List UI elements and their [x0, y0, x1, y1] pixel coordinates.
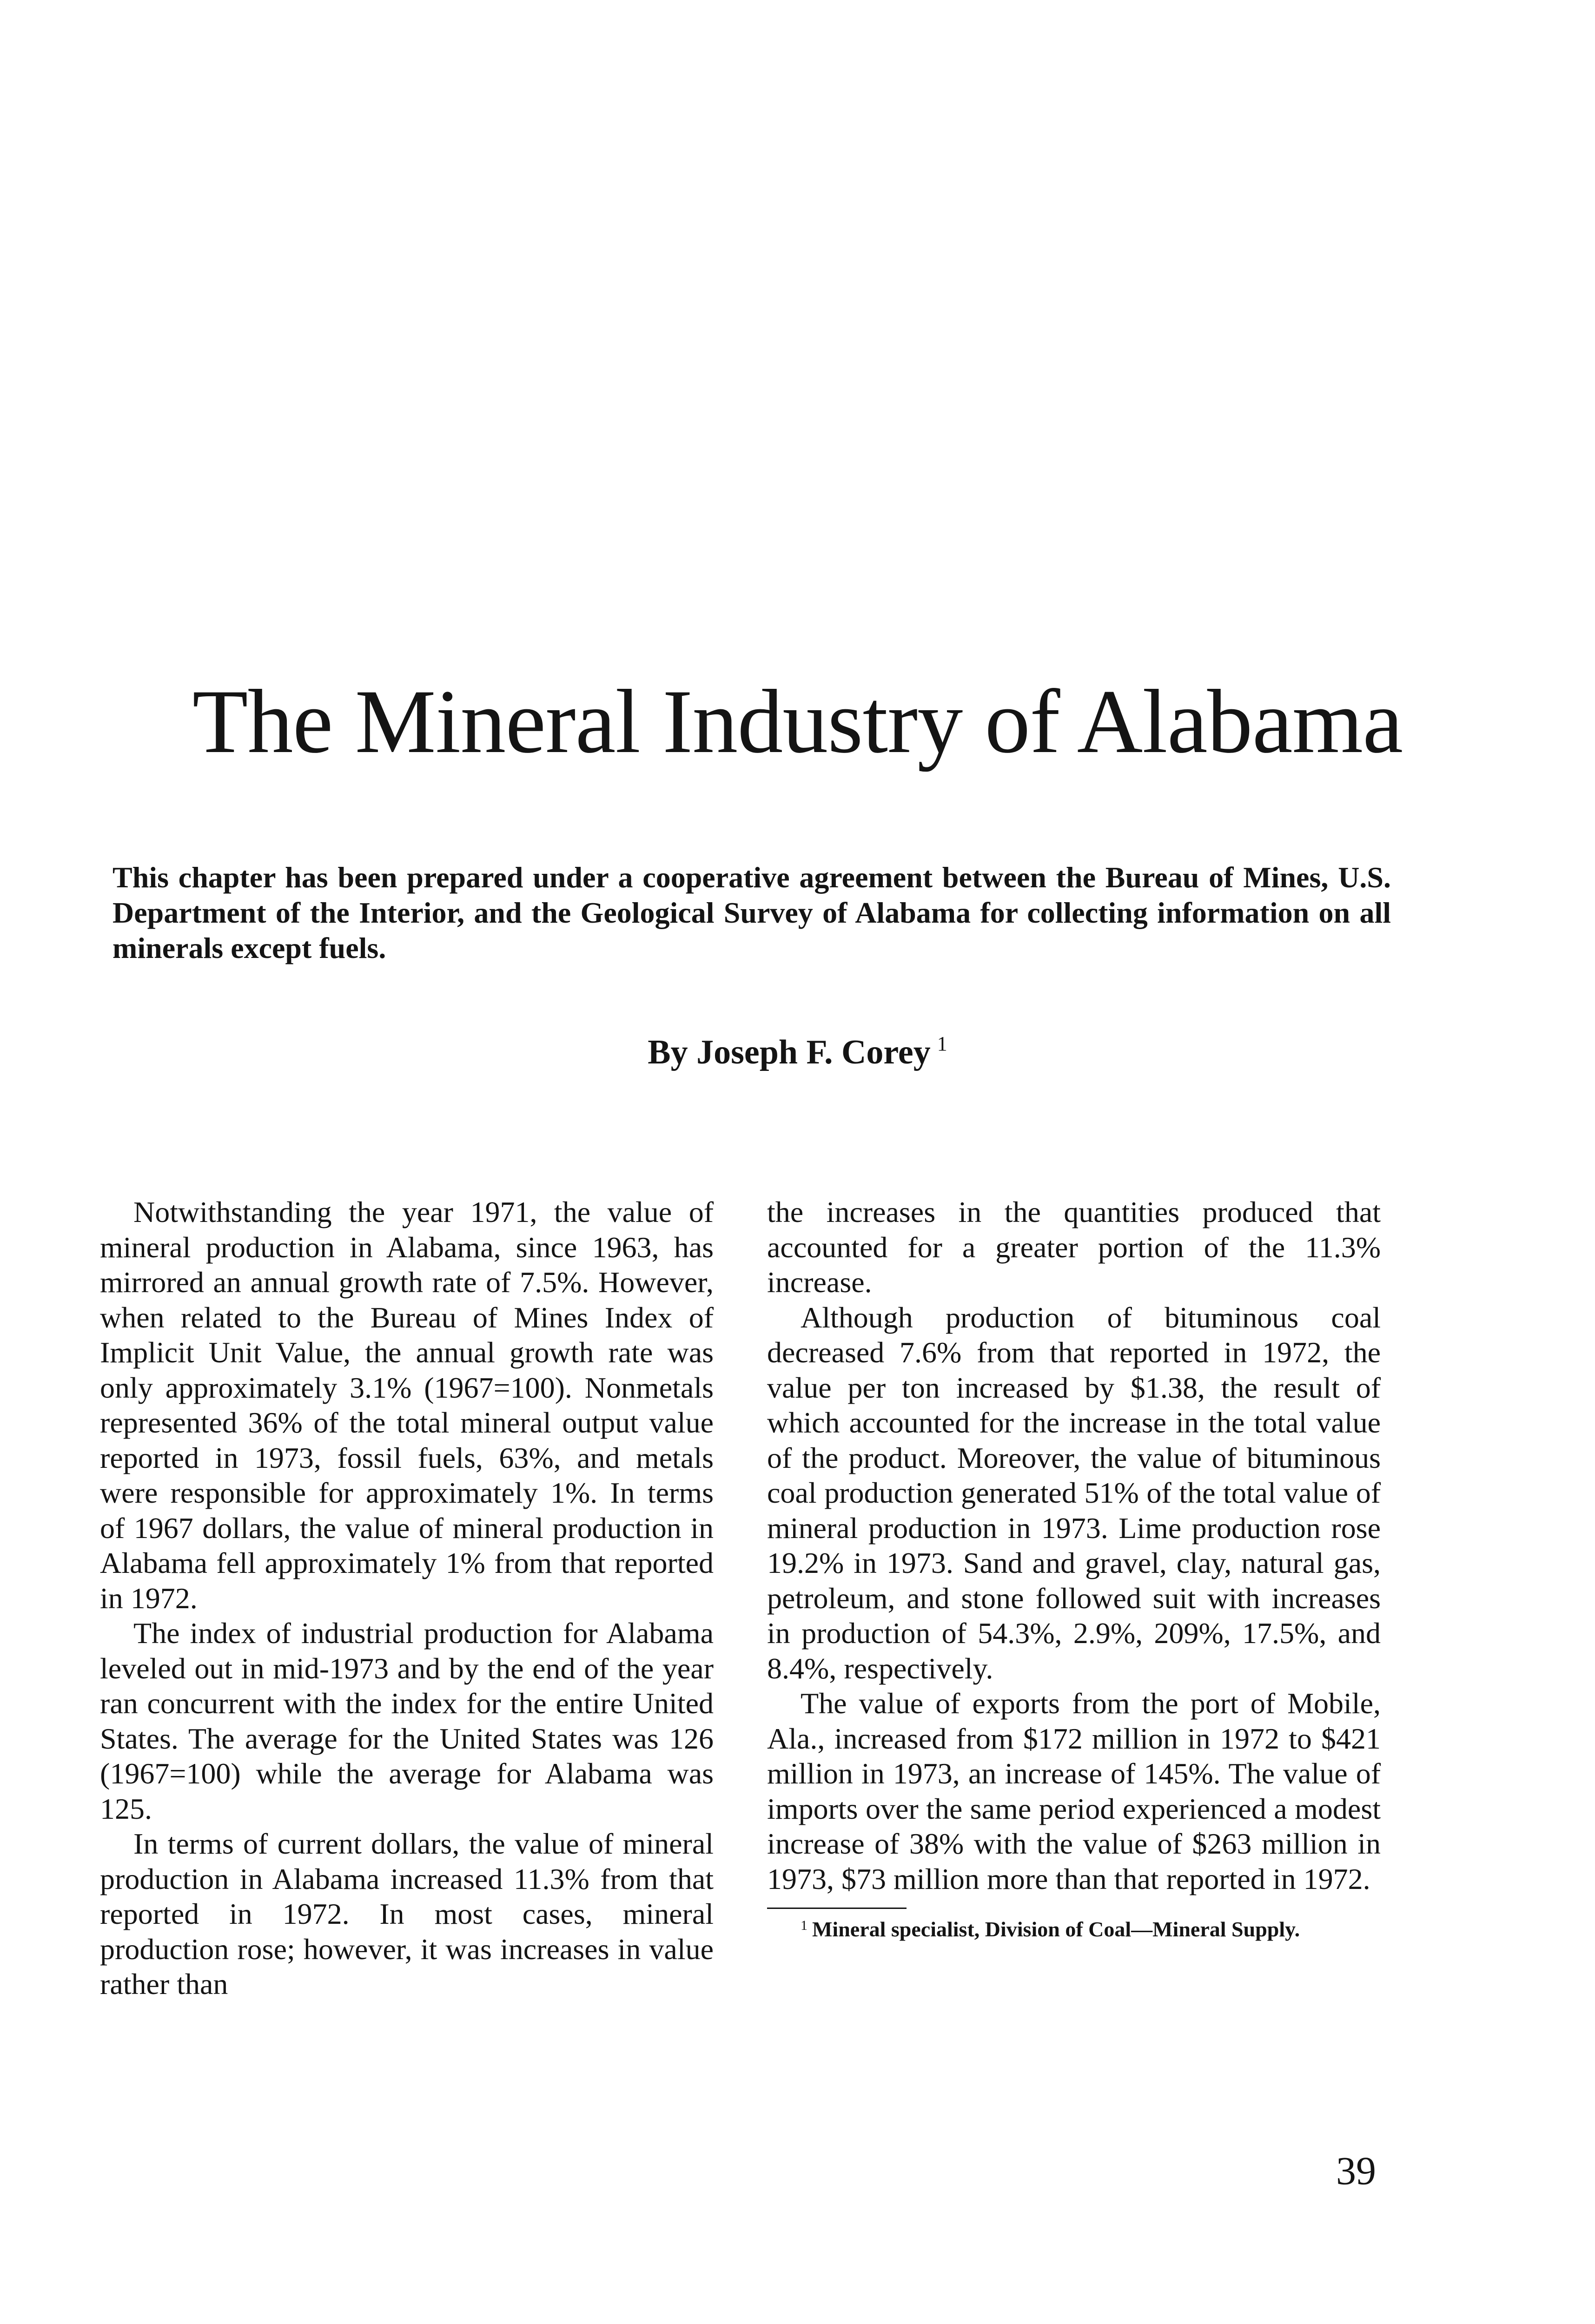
footnote-divider: [767, 1908, 907, 1909]
footnote-reference: 1: [937, 1032, 947, 1055]
footnote-text: Mineral specialist, Division of Coal—Mineral Supply.: [812, 1917, 1300, 1941]
right-column: [767, 1195, 1381, 1941]
body-paragraph: Although production of bituminous coal decreased 7.6% from that reported in 1972, the value per ton increased by $1.38, the result of which accounted for the increase in the total value of the product. Moreover, the value of bituminous coal production generated 51% of the total value of mineral production in 1973. Lime production rose 19.2% in 1973. Sand and gravel, clay, natural gas, petroleum, and stone followed suit with increases in production of 54.3%, 2.9%, 209%, 17.5%, and 8.4%, respectively.: [767, 1301, 1381, 1685]
body-paragraph: The value of exports from the port of Mobile, Ala., increased from $172 million in 1972 to $421 million in 1973, an increase of 145%. The value of imports over the same period experienced a modest increase of 38% with the value of $263 million in 1973, $73 million more than that reported in 1972.: [767, 1687, 1381, 1895]
body-paragraph-continued: the increases in the quantities produced that accounted for a greater portion of the 11.3% increase.: [767, 1195, 1381, 1299]
left-column: [100, 1195, 714, 2002]
author-byline: [0, 1032, 1595, 1072]
author-name: By Joseph F. Corey: [648, 1033, 931, 1071]
page-number: 39: [1336, 2148, 1376, 2193]
chapter-intro-note: This chapter has been prepared under a cooperative agreement between the Bureau of Mines, U.S. Department of the Interior, and the Geological Survey of Alabama for collecting information on all minerals except fuels.: [113, 861, 1391, 964]
body-paragraph: The index of industrial production for Alabama leveled out in mid-1973 and by the end of the year ran concurrent with the index for the entire United States. The average for the United States was 126 (1967=100) while the average for Alabama was 125.: [100, 1617, 714, 1825]
footnote-mark: 1: [801, 1918, 807, 1933]
page-title: The Mineral Industry of Alabama: [192, 671, 1403, 772]
footnote: [767, 1914, 1381, 1941]
body-paragraph: In terms of current dollars, the value of mineral production in Alabama increased 11.3% from that reported in 1972. In most cases, mineral production rose; however, it was increases in value rather than: [100, 1827, 714, 2000]
body-paragraph: Notwithstanding the year 1971, the value of mineral production in Alabama, since 1963, has mirrored an annual growth rate of 7.5%. However, when related to the Bureau of Mines Index of Implicit Unit Value, the annual growth rate was only approximately 3.1% (1967=100). Nonmetals represented 36% of the total mineral output value reported in 1973, fossil fuels, 63%, and metals were responsible for approximately 1%. In terms of 1967 dollars, the value of mineral production in Alabama fell approximately 1% from that reported in 1972.: [100, 1195, 714, 1615]
